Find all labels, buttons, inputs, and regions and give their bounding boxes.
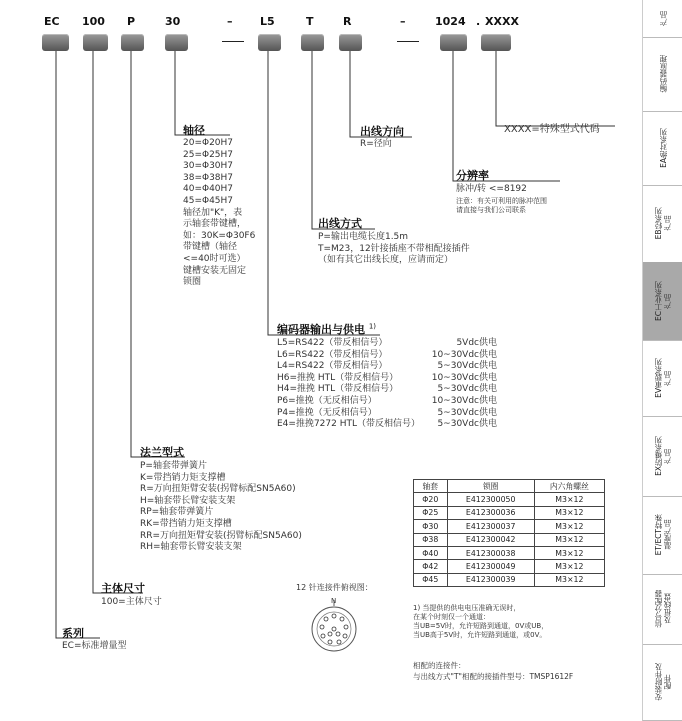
text-line: 在某个时刻仅一个通道： <box>413 613 490 621</box>
table-cell: E412300050 <box>447 493 534 506</box>
text-line: 当UB=5V时，允许短路到通道，0V或UB， <box>413 622 549 630</box>
table-cell: M3×12 <box>534 520 604 533</box>
output-type: L4=RS422（带反相信号） <box>277 361 388 372</box>
sidebar-tab-7[interactable] <box>642 496 682 575</box>
text-line: 锁圈 <box>183 277 202 288</box>
series-lines <box>62 641 127 653</box>
outlet-title: 出线方式 <box>318 217 362 230</box>
table-cell: M3×12 <box>534 560 604 573</box>
code-part-5: L5 <box>260 15 275 28</box>
text-line: 与出线方式"T"相配的接插件型号：TMSP1612F <box>413 672 574 681</box>
table-cell: M3×12 <box>534 573 604 586</box>
supply-voltage: 10~30Vdc供电 <box>431 395 497 406</box>
sidebar-tab-0[interactable] <box>642 0 682 38</box>
code-part-marker <box>42 34 69 51</box>
code-part-7: R <box>343 15 352 28</box>
table-cell: Φ25 <box>414 506 448 519</box>
code-part-marker <box>440 34 467 51</box>
sidebar-tab-label: ET/ECT特殊 温度产品 <box>654 514 672 556</box>
code-part-marker <box>258 34 281 51</box>
output-type: L6=RS422（带反相信号） <box>277 349 388 360</box>
text-line: 脉冲/转 <=8192 <box>456 184 527 194</box>
sidebar-tab-label: 安装附件及 配件 <box>654 663 672 701</box>
code-part-11: XXXX <box>485 15 519 28</box>
text-line: 38=Φ38H7 <box>183 172 234 183</box>
table-cell: E412300038 <box>447 546 534 559</box>
text-line: R=径向 <box>360 139 392 149</box>
sidebar-tab-label: 信号分配器 及扭线盘 <box>654 590 672 628</box>
output-row <box>277 373 497 385</box>
supply-voltage: 5~30Vdc供电 <box>437 384 497 395</box>
output-title: 编码器输出与供电 $^{1)}$ <box>277 322 377 336</box>
output-rows <box>277 338 497 431</box>
text-line: RR=万向扭矩臂安装(拐臂标配SN5A60) <box>140 530 302 541</box>
connector-title: 12 针连接件俯视图： <box>296 583 373 592</box>
output-type: P6=推挽（无反相信号） <box>277 395 377 406</box>
text-line: K=带挡销力矩支撑槽 <box>140 472 226 483</box>
category-sidebar <box>642 0 682 720</box>
text-line: 带键槽（轴径 <box>183 242 238 253</box>
resolution-title: 分辨率 <box>456 169 489 182</box>
text-line: 20=Φ20H7 <box>183 138 234 148</box>
output-row <box>277 419 497 431</box>
size-title: 主体尺寸 <box>101 582 145 595</box>
output-type: E4=推挽7272 HTL（带反相信号） <box>277 419 420 430</box>
text-line: 当UB高于5V时，允许短路到通道，或0V。 <box>413 631 547 639</box>
supply-voltage: 10~30Vdc供电 <box>431 372 497 383</box>
series-title: 系列 <box>62 627 84 640</box>
code-part-1: 100 <box>82 15 105 28</box>
code-part-marker <box>165 34 188 51</box>
table-cell: M3×12 <box>534 493 604 506</box>
text-line: R=万向扭矩臂安装(拐臂标配SN5A60) <box>140 484 296 495</box>
table-cell: Φ42 <box>414 560 448 573</box>
text-line: 25=Φ25H7 <box>183 149 234 160</box>
outlet-dir-title: 出线方向 <box>360 125 404 138</box>
output-type: L5=RS422（带反相信号） <box>277 338 388 348</box>
supply-voltage: 5~30Vdc供电 <box>437 407 497 418</box>
shaft-lines <box>183 138 255 289</box>
shaft-title: 轴径 <box>183 124 205 137</box>
table-header: 内六角螺丝 <box>534 480 604 493</box>
code-part-6: T <box>306 15 314 28</box>
table-row <box>414 546 605 559</box>
sidebar-tab-2[interactable] <box>642 111 682 186</box>
output-type: H6=推挽 HTL（带反相信号） <box>277 372 399 383</box>
sidebar-tab-8[interactable] <box>642 574 682 645</box>
resolution-lines <box>456 184 527 196</box>
table-cell: Φ20 <box>414 493 448 506</box>
text-line: EC=标准增量型 <box>62 641 127 651</box>
text-line: P=输出电缆长度1.5m <box>318 232 409 242</box>
outlet-lines <box>318 232 470 267</box>
sidebar-tab-label: EV重载系列 产品 <box>654 358 672 398</box>
text-line: 40=Φ40H7 <box>183 184 234 195</box>
code-part-marker <box>301 34 324 51</box>
table-cell: Φ38 <box>414 533 448 546</box>
special-code: XXXX=特殊型式代码 <box>504 124 600 135</box>
text-line: 1) 当提供的供电电压准确无误时， <box>413 604 521 612</box>
table-cell: M3×12 <box>534 546 604 559</box>
separator-line <box>222 41 244 42</box>
sidebar-tab-label: EB轻系列 产品 <box>654 207 672 240</box>
code-part-marker <box>481 34 511 51</box>
sidebar-tab-label: EX防爆系列 产品 <box>654 436 672 476</box>
code-part-3: 30 <box>165 15 181 28</box>
table-row <box>414 533 605 546</box>
sidebar-tab-label: EA绝对系列 <box>658 128 668 168</box>
sidebar-tab-1[interactable] <box>642 37 682 112</box>
table-row <box>414 506 605 519</box>
text-line: H=轴套带长臂安装支架 <box>140 495 236 506</box>
text-line: <=40时可选） <box>183 253 246 264</box>
output-row <box>277 350 497 362</box>
output-row <box>277 384 497 396</box>
text-line: RK=带挡销力矩支撑槽 <box>140 518 232 529</box>
text-line: 轴径加"K"，表 <box>183 207 243 218</box>
flange-title: 法兰型式 <box>140 446 184 459</box>
lock-ring-table <box>413 479 605 587</box>
sidebar-tab-3[interactable] <box>642 185 682 263</box>
sidebar-tab-4[interactable] <box>642 262 682 341</box>
text-line: 示轴套带键槽， <box>183 219 247 230</box>
supply-voltage: 5~30Vdc供电 <box>437 419 497 430</box>
resolution-note <box>456 197 547 215</box>
text-line: 相配的连接件： <box>413 661 466 670</box>
footnote <box>413 604 548 640</box>
code-part-marker <box>339 34 362 51</box>
table-cell: E412300036 <box>447 506 534 519</box>
table-cell: E412300042 <box>447 533 534 546</box>
text-line: RP=轴套带弹簧片 <box>140 507 214 518</box>
sidebar-tab-9[interactable] <box>642 644 682 721</box>
size-lines <box>101 597 162 609</box>
output-type: H4=推挽 HTL（带反相信号） <box>277 384 399 395</box>
code-part-8: – <box>400 15 406 28</box>
table-row <box>414 560 605 573</box>
table-cell: Φ30 <box>414 520 448 533</box>
text-line: 请直接与我们公司联系 <box>456 206 526 214</box>
text-line: RH=轴套带长臂安装支架 <box>140 542 242 553</box>
table-header: 轴套 <box>414 480 448 493</box>
connector-north: N <box>331 597 337 605</box>
code-part-0: EC <box>44 15 60 28</box>
sidebar-tab-label: EC工业系列 产品 <box>654 281 672 321</box>
sidebar-tab-label: 编码器原理 <box>658 55 668 93</box>
text-line: T=M23，12针接插座不带相配接插件 <box>318 243 470 254</box>
code-part-9: 1024 <box>435 15 466 28</box>
output-row <box>277 338 497 350</box>
table-row <box>414 493 605 506</box>
table-cell: M3×12 <box>534 533 604 546</box>
text-line: P=轴套带弹簧片 <box>140 461 207 471</box>
table-cell: Φ45 <box>414 573 448 586</box>
table-cell: M3×12 <box>534 506 604 519</box>
supply-voltage: 10~30Vdc供电 <box>431 349 497 360</box>
output-row <box>277 361 497 373</box>
table-cell: E412300039 <box>447 573 534 586</box>
sidebar-tab-label: 产品 <box>658 11 668 26</box>
table-cell: E412300037 <box>447 520 534 533</box>
output-type: P4=推挽（无反相信号） <box>277 407 377 418</box>
code-part-10: . <box>476 15 481 28</box>
outlet-dir-lines <box>360 139 392 151</box>
text-line: 30=Φ30H7 <box>183 161 234 172</box>
code-part-marker <box>83 34 108 51</box>
flange-lines <box>140 461 302 554</box>
code-part-2: P <box>127 15 136 28</box>
text-line: 如：30K=Φ30F6 <box>183 230 256 241</box>
supply-voltage: 5Vdc供电 <box>456 338 497 348</box>
table-row <box>414 520 605 533</box>
supply-voltage: 5~30Vdc供电 <box>437 361 497 372</box>
text-line: 45=Φ45H7 <box>183 195 234 206</box>
sidebar-tab-5[interactable] <box>642 340 682 417</box>
text-line: 注意：有关可利用的脉冲范围 <box>456 197 547 205</box>
code-part-4: – <box>227 15 233 28</box>
sidebar-tab-6[interactable] <box>642 416 682 497</box>
code-part-marker <box>121 34 144 51</box>
text-line: 键槽安装无固定 <box>183 265 247 276</box>
table-cell: E412300049 <box>447 560 534 573</box>
separator-line <box>397 41 419 42</box>
table-header: 锁圈 <box>447 480 534 493</box>
mating-connector <box>413 660 573 682</box>
table-cell: Φ40 <box>414 546 448 559</box>
output-row <box>277 408 497 420</box>
output-row <box>277 396 497 408</box>
text-line: （如有其它出线长度，应请而定） <box>318 255 454 266</box>
table-row <box>414 573 605 586</box>
connector-diagram <box>312 600 356 651</box>
text-line: 100=主体尺寸 <box>101 597 162 607</box>
